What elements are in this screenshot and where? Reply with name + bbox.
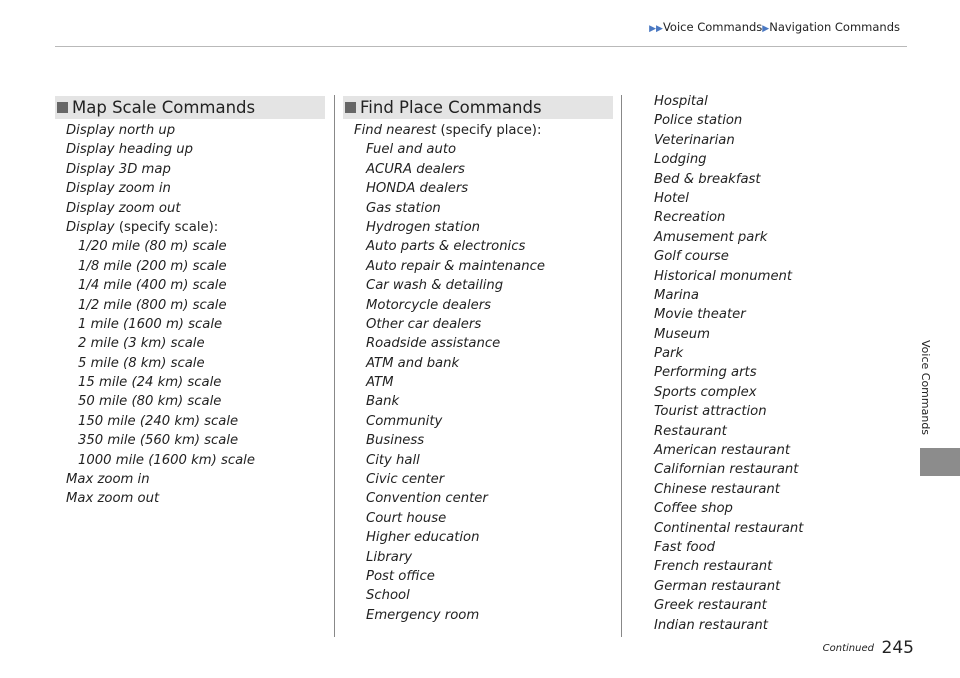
list-item: Restaurant	[654, 423, 727, 439]
list-item-text: Convention center	[366, 491, 488, 507]
list-item-text: Community	[366, 413, 443, 429]
list-item-text: 1/4 mile (400 m) scale	[78, 278, 227, 294]
list-item	[66, 334, 325, 353]
list-item	[354, 140, 613, 159]
list-item-text: Other car dealers	[366, 316, 482, 332]
list-item: French restaurant	[654, 559, 773, 575]
side-tab-label: Voice Commands	[919, 340, 932, 436]
section-heading-text: Find Place Commands	[360, 98, 542, 117]
list-item	[354, 179, 613, 198]
breadcrumb-item: Navigation Commands	[769, 20, 900, 34]
list-item: Museum	[654, 326, 710, 342]
list-item: Sports complex	[654, 384, 757, 400]
list-item-text: Auto parts & electronics	[366, 239, 526, 255]
list-item	[66, 121, 325, 140]
list-item	[354, 257, 613, 276]
list-item	[66, 218, 325, 237]
list-item	[354, 354, 613, 373]
list-item: Fast food	[654, 539, 716, 555]
list-item-text: Emergency room	[366, 607, 480, 623]
places-continued-list	[654, 92, 904, 635]
list-item-text: Display	[66, 219, 115, 235]
list-item-text: Hydrogen station	[366, 219, 480, 235]
list-item-text: Display zoom out	[66, 200, 181, 216]
section-heading	[55, 96, 325, 119]
list-item-text: ATM	[366, 375, 394, 391]
list-item: Continental restaurant	[654, 520, 804, 536]
list-item-text: Auto repair & maintenance	[366, 258, 545, 274]
list-item: Movie theater	[654, 307, 746, 323]
list-item-text: 1 mile (1600 m) scale	[78, 316, 223, 332]
list-item	[354, 528, 613, 547]
list-item	[66, 160, 325, 179]
list-item: Hospital	[654, 94, 708, 109]
column-divider	[334, 95, 335, 637]
list-item: Hotel	[654, 190, 689, 206]
list-item-text: Court house	[366, 510, 447, 526]
column-divider	[621, 95, 622, 637]
list-item-text: 1/8 mile (200 m) scale	[78, 258, 227, 274]
list-item	[354, 276, 613, 295]
breadcrumb-arrow-icon: ▶▶	[649, 24, 663, 34]
breadcrumb-item: Voice Commands	[662, 20, 763, 34]
list-item	[66, 412, 325, 431]
list-item-text: Display 3D map	[66, 161, 171, 177]
list-item-text: HONDA dealers	[366, 181, 469, 197]
list-item	[66, 179, 325, 198]
list-item	[354, 489, 613, 508]
section-heading	[343, 96, 613, 119]
list-item-text: 2 mile (3 km) scale	[78, 336, 205, 352]
list-item	[66, 315, 325, 334]
map-scale-section	[55, 96, 325, 509]
places-continued-section	[654, 92, 904, 635]
list-item: Police station	[654, 113, 743, 129]
list-item-text: School	[366, 588, 410, 604]
list-item	[354, 606, 613, 625]
list-item	[354, 334, 613, 353]
section-heading-text: Map Scale Commands	[72, 98, 256, 117]
page-number: 245	[881, 638, 914, 658]
list-item: Chinese restaurant	[654, 481, 780, 497]
list-item-text: 5 mile (8 km) scale	[78, 355, 205, 371]
list-item-text: Library	[366, 549, 413, 565]
list-item	[354, 315, 613, 334]
list-item-text: Motorcycle dealers	[366, 297, 492, 313]
list-item: American restaurant	[654, 443, 790, 459]
list-item-text: Civic center	[366, 472, 445, 488]
list-item: Lodging	[654, 152, 707, 168]
list-item	[66, 354, 325, 373]
list-item	[354, 509, 613, 528]
list-item-text: ATM and bank	[366, 355, 460, 371]
list-item	[66, 373, 325, 392]
list-item-text: Display north up	[66, 123, 176, 138]
continued-label: Continued	[822, 643, 874, 654]
list-item	[354, 451, 613, 470]
list-item	[354, 586, 613, 605]
list-item-text: 1/2 mile (800 m) scale	[78, 297, 227, 313]
list-item-text: Bank	[366, 394, 400, 410]
list-item: Coffee shop	[654, 501, 733, 517]
list-item	[66, 296, 325, 315]
list-item-qualifier: (specify place):	[436, 123, 542, 138]
list-item: Californian restaurant	[654, 462, 799, 478]
list-item: Greek restaurant	[654, 598, 767, 614]
list-item	[354, 548, 613, 567]
list-item-text: ACURA dealers	[366, 161, 465, 177]
breadcrumb	[649, 20, 900, 34]
list-item-text: Max zoom in	[66, 472, 150, 488]
list-item-text: 1000 mile (1600 km) scale	[78, 452, 255, 468]
list-item	[354, 431, 613, 450]
list-item	[66, 276, 325, 295]
list-item: Tourist attraction	[654, 404, 767, 420]
list-item: Marina	[654, 287, 699, 303]
list-item-text: 15 mile (24 km) scale	[78, 375, 222, 391]
list-item	[354, 237, 613, 256]
list-item-text: Display heading up	[66, 142, 194, 158]
list-item	[354, 121, 613, 140]
list-item: Veterinarian	[654, 132, 735, 148]
list-item	[66, 489, 325, 508]
list-item-text: Higher education	[366, 530, 480, 546]
list-item	[66, 257, 325, 276]
list-item	[354, 392, 613, 411]
list-item-text: Gas station	[366, 200, 441, 216]
list-item-text: Roadside assistance	[366, 336, 501, 352]
breadcrumb-arrow-icon: ▶	[762, 24, 770, 34]
find-place-section	[343, 96, 613, 625]
list-item	[354, 412, 613, 431]
list-item: Park	[654, 346, 684, 362]
list-item	[354, 296, 613, 315]
list-item	[66, 199, 325, 218]
list-item	[66, 431, 325, 450]
list-item-text: 1/20 mile (80 m) scale	[78, 239, 227, 255]
list-item-text: 350 mile (560 km) scale	[78, 433, 239, 449]
square-bullet-icon	[57, 102, 68, 113]
list-item	[354, 199, 613, 218]
list-item: Amusement park	[654, 229, 768, 245]
square-bullet-icon	[345, 102, 356, 113]
list-item-text: Business	[366, 433, 425, 449]
map-scale-list	[66, 121, 325, 509]
list-item-text: Max zoom out	[66, 491, 160, 507]
list-item-text: Post office	[366, 568, 435, 584]
list-item	[66, 140, 325, 159]
list-item	[354, 218, 613, 237]
list-item-qualifier: (specify scale):	[114, 219, 219, 235]
list-item-text: Find nearest	[354, 123, 437, 138]
list-item: Golf course	[654, 249, 729, 265]
list-item	[66, 392, 325, 411]
list-item	[66, 237, 325, 256]
list-item: Performing arts	[654, 365, 757, 381]
list-item	[66, 470, 325, 489]
list-item: Bed & breakfast	[654, 171, 761, 187]
list-item: Indian restaurant	[654, 617, 768, 633]
find-place-list	[354, 121, 613, 625]
list-item	[354, 470, 613, 489]
list-item-text: City hall	[366, 452, 420, 468]
list-item-text: Display zoom in	[66, 181, 171, 197]
list-item	[354, 373, 613, 392]
list-item: Historical monument	[654, 268, 793, 284]
list-item-text: 50 mile (80 km) scale	[78, 394, 222, 410]
list-item	[354, 567, 613, 586]
list-item: German restaurant	[654, 578, 781, 594]
list-item-text: 150 mile (240 km) scale	[78, 413, 239, 429]
list-item	[66, 451, 325, 470]
list-item: Recreation	[654, 210, 726, 226]
side-tab	[920, 0, 960, 678]
header-rule	[55, 46, 907, 47]
side-tab-marker	[920, 448, 960, 476]
list-item-text: Fuel and auto	[366, 142, 457, 158]
list-item-text: Car wash & detailing	[366, 278, 504, 294]
list-item	[354, 160, 613, 179]
